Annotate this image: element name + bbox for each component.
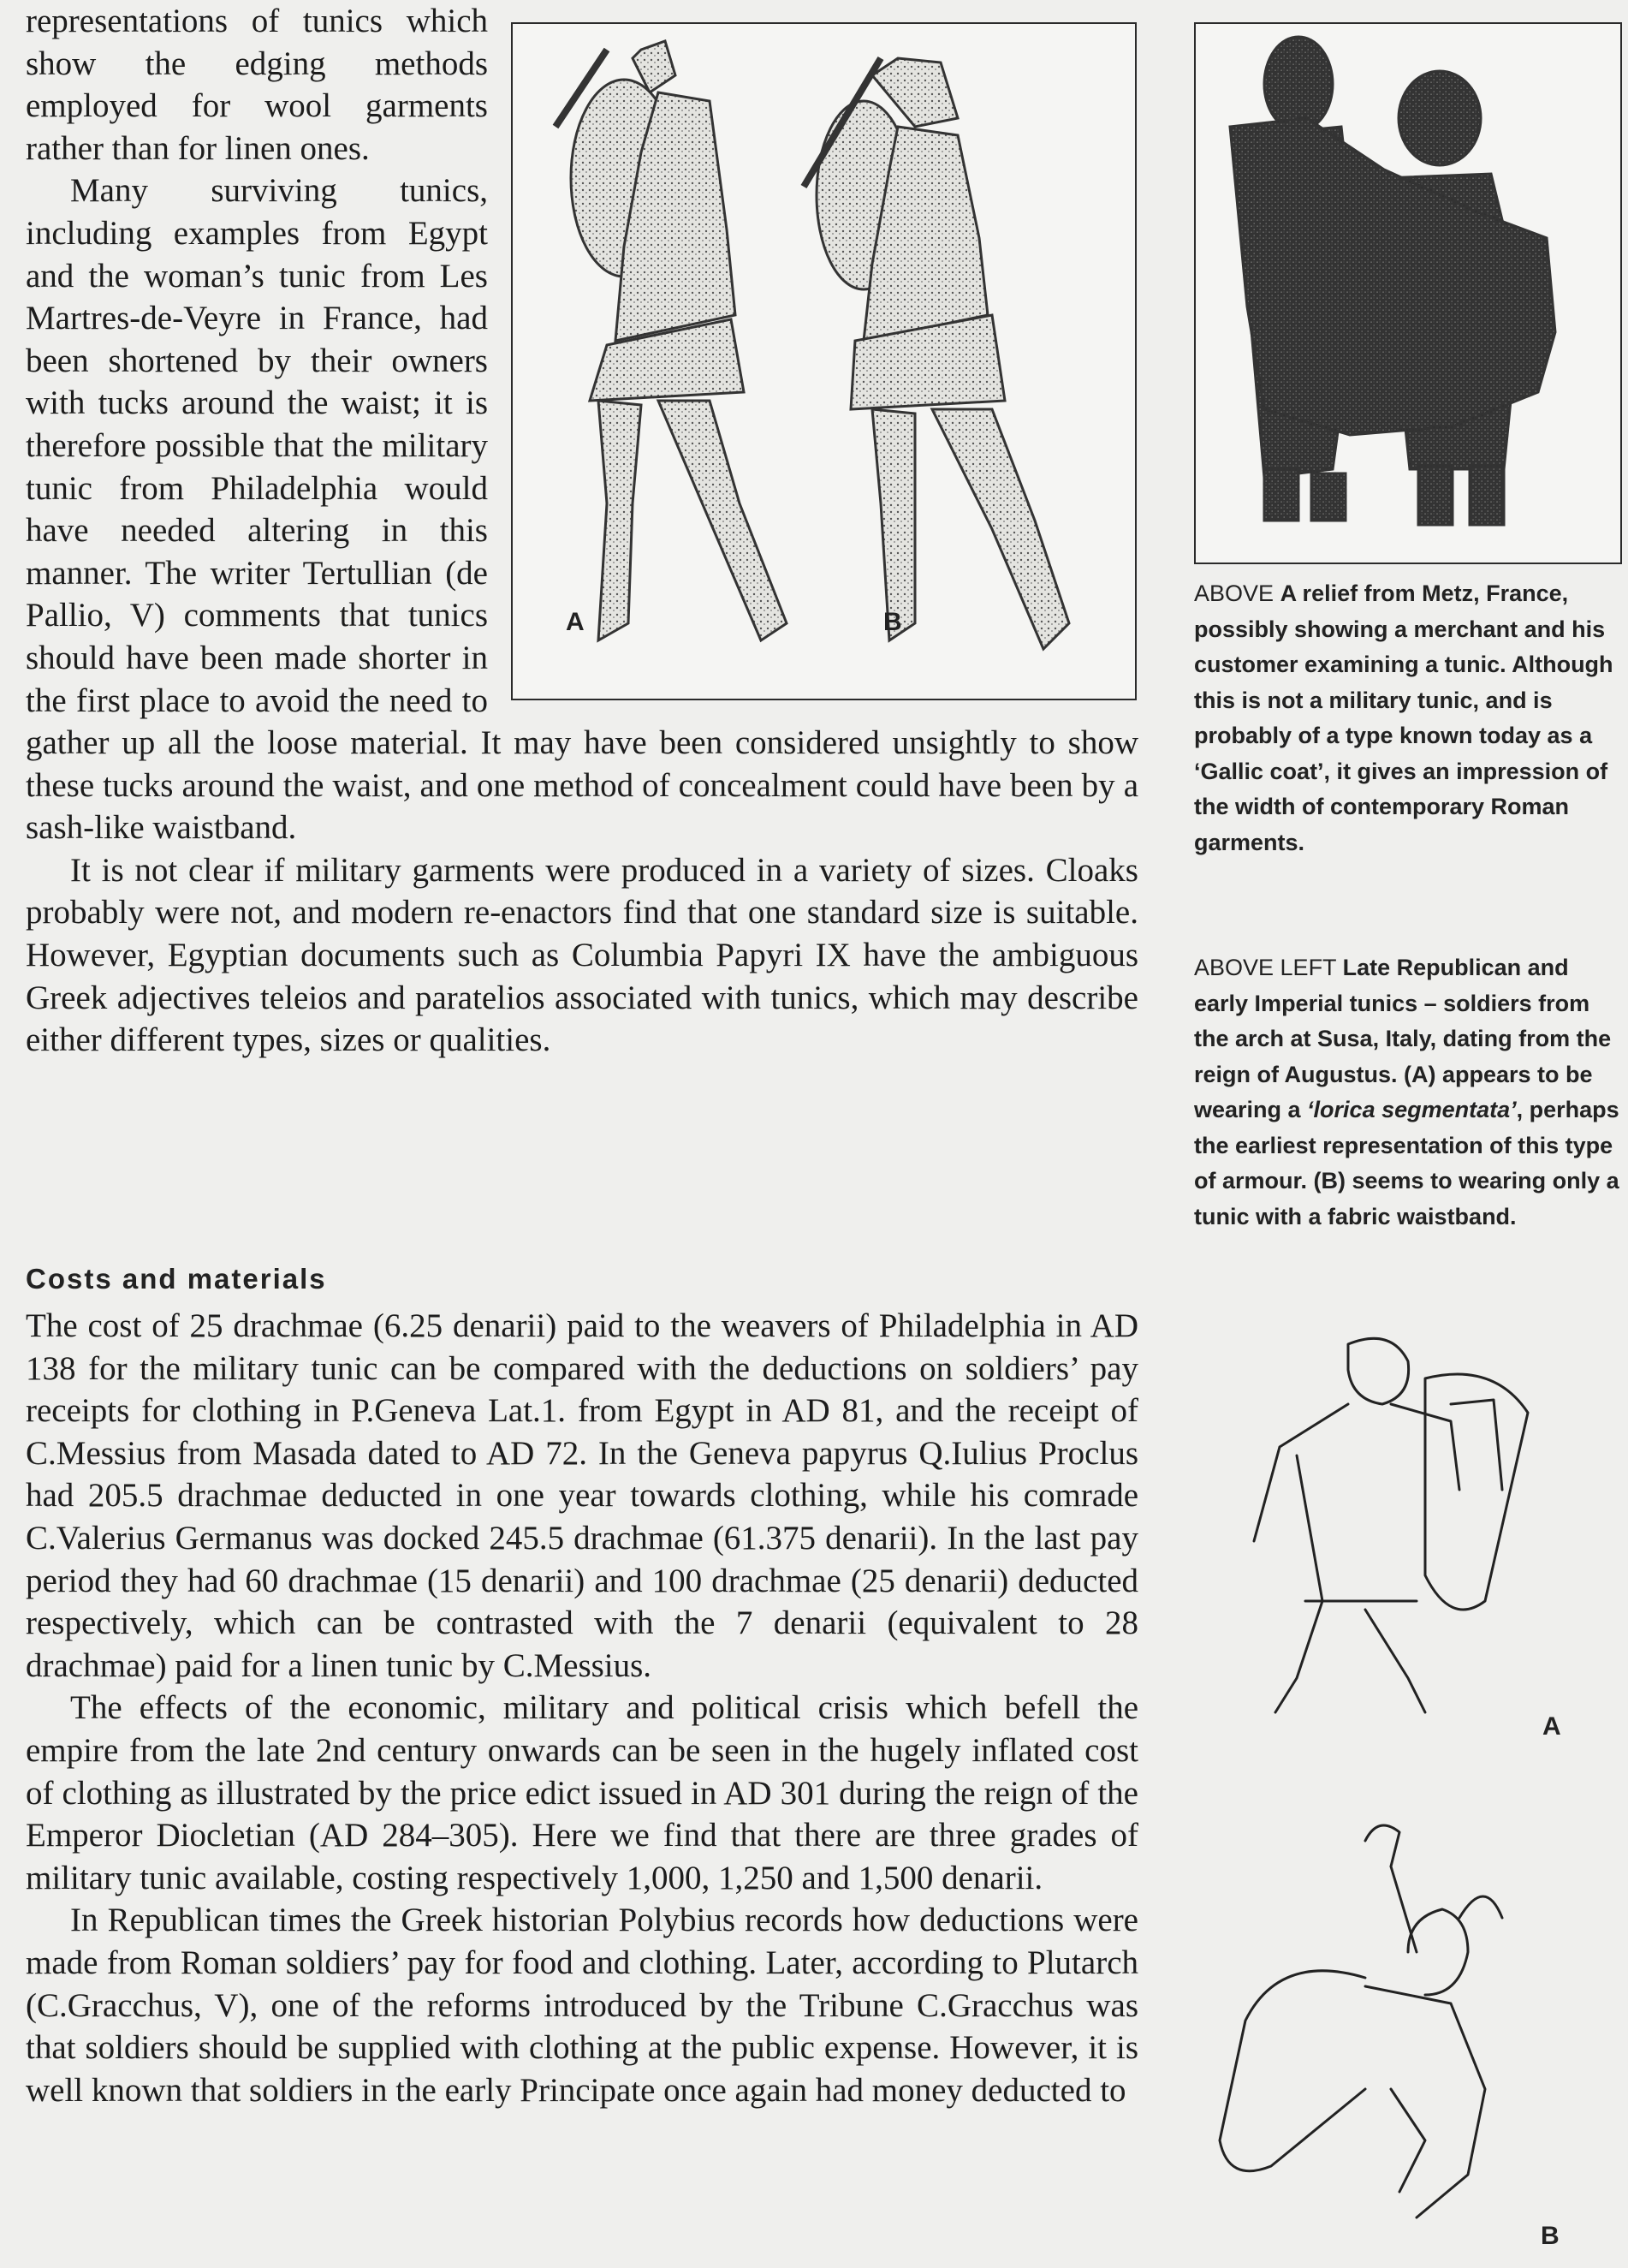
caption-body: , perhaps the earliest representation of this type of armour. (B) seems to wearing only a tunic with a fabric waistband. (1194, 1097, 1619, 1229)
soldier-a-drawing (556, 41, 787, 640)
caption-above-left (1194, 950, 1622, 1235)
figure-label-a: A (1542, 1712, 1561, 1741)
figure-label-b: B (1541, 2222, 1560, 2250)
caption-lead: ABOVE LEFT (1194, 955, 1337, 980)
sketch-b-drawing (1220, 1825, 1502, 2217)
metz-relief-illustration (1196, 24, 1620, 563)
body-paragraph: representations of tunics which show the edging methods employed for wool garments rather than for linen ones. (26, 3, 488, 167)
susa-relief-illustration (513, 24, 1135, 699)
caption-italic-term: ‘lorica segmentata’ (1307, 1097, 1517, 1122)
caption-body: Late Republican and early Imperial tunics – soldiers from the arch at Susa, Italy, dating from the reign of Augustus. (A) appears to be wearing a (1194, 955, 1612, 1122)
body-paragraph: The effects of the economic, military and political crisis which befell the empire from the late 2nd century onwards can be seen in the hugely inflated cost of clothing as illustrated by the price edict issued in AD 301 during the reign of the Emperor Diocletian (AD 284–305). Here we find that there are three grades of military tunic available, costing respectively 1,000, 1,250 and 1,500 denarii. (26, 1689, 1138, 1896)
susa-relief-figure (511, 22, 1137, 700)
section-heading: Costs and materials (26, 1263, 327, 1295)
caption-lead: ABOVE (1194, 580, 1274, 606)
body-paragraph: It is not clear if military garments were produced in a variety of sizes. Cloaks probably were not, and modern re-enactors find that one standard size is suitable. However, Egyptian documents such as Columbia Papyri IX have the ambiguous Greek adjectives teleios and paratelios associated with tunics, which may describe either different types, sizes or qualities. (26, 851, 1138, 1059)
caption-body: A relief from Metz, France, possibly showing a merchant and his customer examining a tunic. Although this is not a military tunic, and is probably of a type known today as a ‘Gallic coat’, it gives an impression of the width of contemporary Roman garments. (1194, 580, 1613, 855)
body-paragraph: Many surviving tunics, including examples from Egypt and the woman’s tunic from Les Martres-de-Veyre in France, had been shortened by their owners with tucks around the waist; it is therefore possible that the military tunic from Philadelphia would have needed altering in this manner. The writer Tertullian (de Pallio, V) comments that tunics should have been made shorter in the first place to avoid the need to gather up all the loose material. It may have been considered unsightly to show these tucks around the waist, and one method of concealment could have been by a sash-like waistband. (26, 172, 1138, 847)
figure-label-b: B (883, 608, 902, 636)
figure-label-a: A (566, 608, 585, 636)
metz-relief-figure (1194, 22, 1622, 564)
section-text-column (26, 1305, 1138, 2111)
soldier-b-drawing (804, 58, 1069, 649)
body-paragraph: In Republican times the Greek historian Polybius records how deductions were made from Roman soldiers’ pay for food and clothing. Later, according to Plutarch (C.Gracchus, V), one of the reforms introduced by the Tribune C.Gracchus was that soldiers should be supplied with clothing at the public expense. However, it is well known that soldiers in the early Principate once again had money deducted to (26, 1902, 1138, 2109)
sketch-a-drawing (1254, 1338, 1528, 1712)
lower-sketch-figure (1194, 1319, 1622, 2260)
caption-above (1194, 576, 1622, 860)
body-paragraph: The cost of 25 drachmae (6.25 denarii) paid to the weavers of Philadelphia in AD 138 for the military tunic can be compared with the deductions on soldiers’ pay receipts for clothing in P.Geneva Lat.1. from Egypt in AD 81, and the receipt of C.Messius from Masada dated to AD 72. In the Geneva papyrus Q.Iulius Proclus had 205.5 drachmae deducted in one year towards clothing, while his comrade C.Valerius Germanus was docked 245.5 drachmae (61.375 denarii). In the last pay period they had 60 drachmae (15 denarii) and 100 drachmae (25 denarii) deducted respectively, which can be contrasted with the 7 denarii (equivalent to 28 drachmae) paid for a linen tunic by C.Messius. (26, 1307, 1138, 1684)
lower-sketch-illustration (1194, 1319, 1622, 2260)
